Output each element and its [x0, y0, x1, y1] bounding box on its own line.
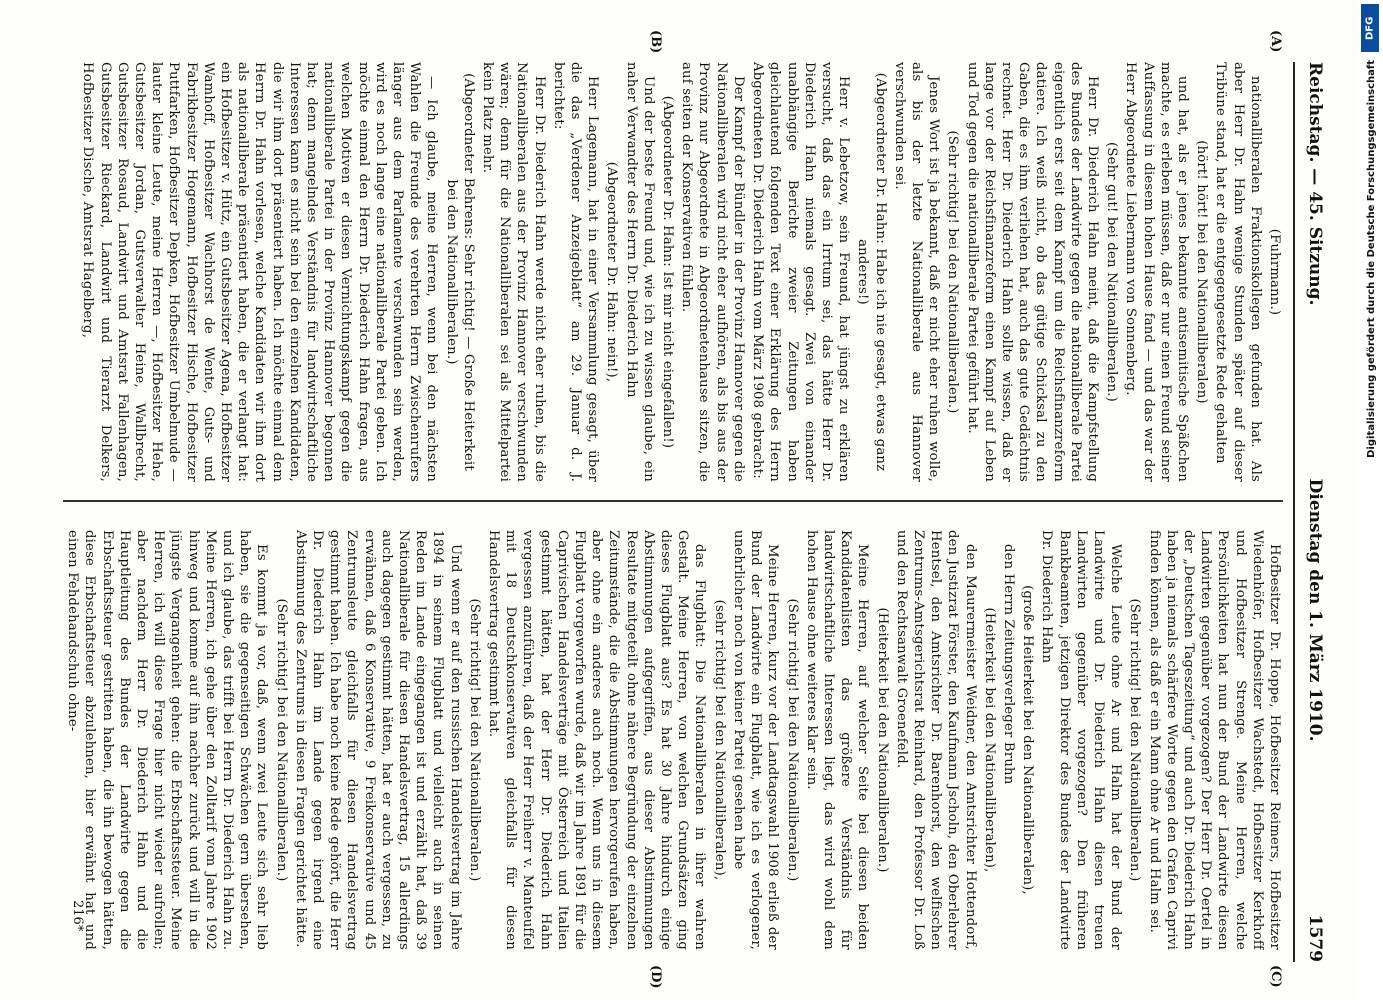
column-divider	[63, 500, 1283, 502]
right-column-paragraph: den Herrn Zeitungsverleger Bruhn	[1000, 544, 1016, 785]
margin-mark-c: (C)	[1268, 965, 1283, 988]
left-column-paragraph: Herr Lagemann, hat in einer Versammlung gesagt, über die das „Verdener Anzeigeblatt“ am 29. Januar d. J. berichtet:	[550, 62, 601, 482]
left-column-paragraph: (Abgeordneter Dr. Hahn: Habe ich nie gesagt, etwas ganz anderes!)	[855, 72, 888, 472]
right-column-paragraph: Hofbesitzer Dr. Hoppe, Hofbesitzer Reimers, Hofbesitzer Wiedenhöfer, Hofbesitzer Wachstedt, Hofbesitzer Kerkhoff und Hofbesitzer Strenge. Meine Herren, welche Persönlichkeiten hat nun der Bund der Landwirte diesen Landwirten gegenüber vorgezogen? Der Herr Dr. Oertel in der „Deutschen Tageszeitung“ und auch Dr. Diederich Hahn haben ja niemals schärfere Worte gegen den Grafen Caprivi finden können, als daß er ein Mann ohne Ar und Halm sei.	[1146, 530, 1282, 950]
right-column-paragraph: (Sehr richtig! bei den Nationalliberalen.)	[784, 598, 800, 882]
left-column-paragraph: (Sehr richtig! bei den Nationalliberalen.)	[945, 130, 961, 414]
left-column-paragraph: und hat, als er jenes bekannte antisemitische Späßchen machte, es erleben müssen, daß er nur einen Freund seiner Auffassung in diesem hohen Hause fand — und das war der Herr Abgeordnete Liebermann von Sonnenberg.	[1123, 62, 1190, 482]
left-column-paragraph: nationalliberalen Fraktionskollegen gefunden hat. Als aber Herr Dr. Hahn wenige Stunden später auf dieser Tribüne stand, hat er die entgegengesetzte Rede gehalten	[1213, 62, 1263, 482]
right-column-paragraph: Es kommt ja vor, daß, wenn zwei Leute sich sehr lieb haben, sie die gegenseitigen Schwächen gern übersehen, und ich glaube, das trifft bei Herrn Dr. Diederich Hahn zu. Meine Herren, ich gehe über den Zolltarif vom Jahre 1902 hinweg und komme auf ihn nachher zurück und will in die jüngste Vergangenheit gehen: die Erbschaftssteuer. Meine Herren, ich will diese Frage hier nicht wieder aufrollen; aber nachdem Herr Dr. Diederich Hahn und die Hauptleitung des Bundes der Landwirte gegen die Erbschaftssteuer gestritten haben, die ihn bewogen hätten, diese Erbschaftsteuer abzulehnen, hier erwähnt hat und einen Fehdehandschuh ohne-	[65, 530, 270, 950]
right-column-paragraph: den Maurermeister Weidner, den Amtsrichter Hottendorf, den Justizrat Förster, den Kaufmann Jscholn, den Oberlehrer Hentsel, den Amtsrichter Dr. Barenhorst, den welfischen Zentrums-Amtsgerichtsrat Reinhard, den Professor Dr. Loß und den Rechtsanwalt Groenefeld.	[893, 530, 978, 950]
right-column-paragraph: (Sehr richtig! bei den Nationalliberalen.)	[273, 598, 289, 882]
left-column-paragraph: (Abgeordneter Dr. Hahn: Ist mir nicht eingefallen!)	[660, 95, 676, 449]
header-date: Dienstag den 1. März 1910.	[1305, 478, 1325, 742]
right-column-paragraph: (große Heiterkeit bei den Nationalliberalen),	[1020, 585, 1036, 895]
right-column-paragraph: (sehr richtig! bei den Nationalliberalen),	[711, 599, 727, 881]
left-column-paragraph: (Fuhrmann.)	[1267, 228, 1282, 316]
right-column-paragraph: Meine Herren, kurz vor der Landtagswahl 1908 erließ der Bund der Landwirte ein Flugblatt, wie ich es verlogener, unehrlicher noch von keiner Partei gesehen habe	[730, 530, 781, 950]
page-header	[1293, 62, 1335, 962]
right-column	[53, 530, 1283, 950]
left-column-paragraph: Der Kampf der Bündler in der Provinz Hannover gegen die Nationalliberalen wird nicht eher aufhören, als bis aus der Provinz nur Abgeordnete in Abgeordnetenhause sitzen, die auf seiten der Konservativen fühlen.	[679, 62, 746, 482]
left-column-paragraph: Und der beste Freund und, wie ich zu wissen glaube, ein naher Verwandter des Herrn Dr. Diederich Hahn	[623, 62, 656, 482]
right-column-paragraph: (Sehr richtig! bei den Nationalliberalen.)	[466, 598, 482, 882]
dfg-strip	[1357, 0, 1383, 1000]
right-column-paragraph: (Heiterkeit bei den Nationalliberalen),	[981, 607, 997, 873]
right-column-paragraph: das Flugblatt: Die Nationalliberalen in ihrer wahren Gestalt. Meine Herren, von welchen Grundsätzen ging dieses Flugblatt aus? Es hat 30 Jahre hindurch einige Abstimmungen aufgegriffen, aus dieser Abstimmungen Resultate mitgeteilt ohne nähere Begründung der einzelnen Zeitumstände, die die Abstimmungen hervorgerufen haben, aber ohne ein anderes auch noch. Wenn uns in diesem Flugblatt vorgeworfen wurde, daß wir im Jahre 1891 für die Caprivischen Handelsverträge mit Österreich und Italien gestimmt hätten, hat der Herr Dr. Diederich Hahn vergessen anzuführen, daß der Herr Freiherr v. Manteuffel mit 18 Deutschkonservativen gleichfalls für diesen Handelsvertrag gestimmt hat.	[486, 530, 708, 950]
left-column-paragraph: — Ich glaube, meine Herren, wenn bei den nächsten Wahlen die Freunde des verehrten Herrn Zwischenrufers länger aus dem Parlamente verschwunden sein werden, wird es noch lange eine nationalliberale Partei geben. Ich möchte einmal den Herrn Dr. Diederich Hahn fragen, aus welchen Motiven er diesen Vernichtungskampf gegen die nationalliberale Partei in der Provinz Hannover begonnen hat; denn mangelndes Verständnis für landwirtschaftliche Interessen kann es nicht sein bei den einzelnen Kandidaten, die wir ihm dort präsentiert haben. Ich möchte einmal dem Herrn Dr. Hahn vorlesen, welche Kandidaten wir ihm dort als nationalliberale präsentiert haben, die er verlangt hat: ein Hofbesitzer v. Hütz, ein Gutsbesitzer Agena, Hofbesitzer Wamhoff, Hofbesitzer Wachhorst de Wente, Guts- und Fabrikbesitzer Hogemann, Hofbesitzer Hische, Hofbesitzer Puttfarken, Hofbesitzer Depken, Hofbesitzer Umbelmude — lauter kleine Leute, meine Herren —, Hofbesitzer Hehe, Gutsbesitzer Jordan, Gutsverwalter Heine, Wallbrecht, Gutsbesitzer Rosaud, Landwirt und Amtsrat Fallenhagen, Gutsbesitzer Rieckard, Landwirt und Tierarzt Delkers, Hofbesitzer Dische, Amtsrat Hagelberg,	[80, 62, 440, 482]
margin-mark-a: (A)	[1268, 30, 1283, 53]
digitization-credit: Digitalisierung gefördert durch die Deutsche Forschungsgemeinschaft	[1366, 60, 1377, 458]
left-column	[53, 62, 1283, 482]
margin-mark-b: (B)	[648, 30, 663, 54]
left-column-paragraph: Herr Dr. Diederich Hahn meint, daß die Kampfstellung des Bundes der Landwirte gegen die nationalliberale Partei eigentlich erst seit dem Kampf um die Reichsfinanzreform datiere. Ich weiß nicht, ob das gütige Schicksal zu den Gaben, die es ihm verliehen hat, auch das gute Gedächtnis rechnet. Herr Dr. Diederich Hahn sollte wissen, daß er lange vor der Reichsfinanzreform einen Kampf auf Leben und Tod gegen die nationalliberale Partei geführt hat.	[964, 62, 1100, 482]
page-number: 1579	[1305, 914, 1325, 962]
right-column-paragraph: (Heiterkeit bei den Nationalliberalen.)	[874, 607, 890, 873]
left-column-paragraph: (Abgeordneter Dr. Hahn: nein!),	[604, 161, 620, 383]
left-column-paragraph: (hört! hört! bei den Nationalliberalen)	[1194, 140, 1210, 404]
left-column-paragraph: (Abgeordneter Behrens: Sehr richtig! — Große Heiterkeit bei den Nationalliberalen.)	[443, 73, 476, 471]
left-column-paragraph: Jenes Wort ist ja bekannt, daß er nicht eher ruhen wolle, als bis der letzte Nationalliberale aus Hannover verschwunden sei.	[891, 62, 942, 482]
left-column-paragraph: (Sehr gut! bei den Nationalliberalen.)	[1104, 141, 1120, 403]
header-session: Reichstag. — 45. Sitzung.	[1305, 62, 1325, 306]
left-column-paragraph: Herr v. Lebetzow, sein Freund, hat jüngst zu erklären versucht, daß das ein Irrtum sei, das hätte Herr Dr. Diederich Hahn niemals gesagt. Zwei von einander unabhängige Berichte zweier Zeitungen haben gleichlautend folgenden Text einer Erklärung des Herrn Abgeordneten Dr. Diederich Hahn vom März 1908 gebracht:	[750, 62, 852, 482]
left-column-paragraph: Herr Dr. Diederich Hahn werde nicht eher ruhen, bis die Nationalliberalen aus der Provinz Hannover verschwunden wären; denn für die Nationalliberalen sei als Mittelpartei kein Platz mehr.	[480, 62, 547, 482]
dfg-logo: DFG	[1361, 4, 1379, 52]
right-column-paragraph: (Sehr richtig! bei den Nationalliberalen.)	[1127, 598, 1143, 882]
right-column-paragraph: Und wenn er auf den russischen Handelsvertrag im Jahre 1894 in seinem Flugblatt und vielleicht auch in seinen Reden im Lande eingegangen ist und erzählt hat, daß 39 Nationalliberale für diesen Handelsvertrag, 15 allerdings auch dagegen gestimmt hätten, hat er auch vergessen, zu erwähnen, daß 6 Konservative, 9 Freikonservative und 45 Zentrumsleute gleichfalls für diesen Handelsvertrag gestimmt haben. Ich habe noch keine Rede gehört, die Herr Dr. Diederich Hahn im Lande gegen irgend eine Abstimmung des Zentrums in diesen Fragen gerichtet hätte.	[292, 530, 463, 950]
right-column-paragraph: Welche Leute ohne Ar und Halm hat der Bund der Landwirte und Dr. Diederich Hahn diesen treuen Landwirten gegenüber vorgezogen? Den früheren Bankbeamten, jetzigen Direktor des Bundes der Landwirte Dr. Diederich Hahn	[1039, 530, 1124, 950]
right-column-paragraph: Meine Herren, auf welcher Seite bei diesen beiden Kandidatenlisten das größere Verständnis für landwirtschaftliche Interessen liegt, das wird wohl dem hohen Hause ohne weiteres klar sein.	[803, 530, 871, 950]
signature-mark: 216*	[70, 900, 85, 932]
margin-mark-d: (D)	[648, 965, 663, 989]
